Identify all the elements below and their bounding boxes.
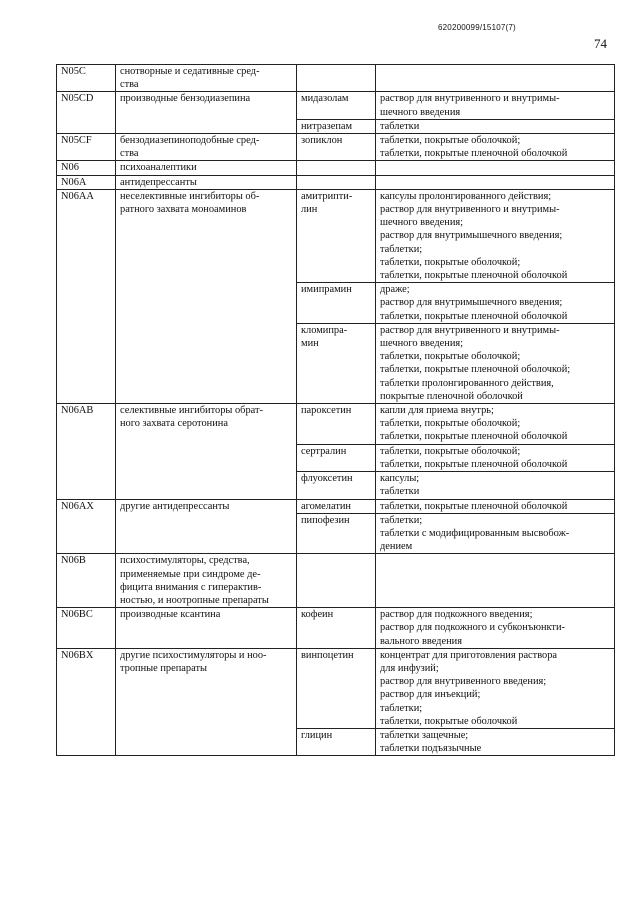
drug-name-cell xyxy=(297,608,376,649)
dosage-form-line: капли для приема внутрь; xyxy=(380,405,494,417)
dosage-form-line xyxy=(380,161,612,174)
atc-code-cell: N06BC xyxy=(57,608,116,649)
dosage-form-line: дением xyxy=(380,541,413,553)
dosage-form-line xyxy=(380,554,612,567)
drug-name-line: кломипра- xyxy=(301,324,348,336)
group-name-line: бензодиазепиноподобные сред- xyxy=(120,135,260,147)
drug-name-cell xyxy=(297,175,376,189)
table-row xyxy=(57,608,615,649)
atc-code-cell: N06AA xyxy=(57,189,116,403)
drug-name-line: винпоцетин xyxy=(301,649,354,661)
group-name-line: ностью, и ноотропные препараты xyxy=(120,594,269,606)
drug-name-line xyxy=(301,176,373,189)
drug-name-line: агомелатин xyxy=(301,500,351,512)
table-row xyxy=(57,65,615,92)
group-name-line: ного захвата серотонина xyxy=(120,418,228,430)
drug-name-cell xyxy=(297,728,376,755)
dosage-form-line: таблетки xyxy=(380,486,420,498)
drug-name-cell xyxy=(297,92,376,119)
dosage-form-line: раствор для внутривенного и внутримы- xyxy=(380,324,560,336)
dosage-form-line: раствор для подкожного и субконъюнкти- xyxy=(380,622,565,634)
drug-name-line: пароксетин xyxy=(301,405,352,417)
dosage-form-line: таблетки, покрытые пленочной оболочкой xyxy=(380,500,568,512)
group-name-cell xyxy=(116,134,297,161)
dosage-form-cell xyxy=(376,554,615,608)
dosage-form-cell xyxy=(376,499,615,513)
dosage-form-cell xyxy=(376,175,615,189)
group-name-line: ства xyxy=(120,148,139,160)
dosage-form-line: таблетки xyxy=(380,120,420,132)
dosage-form-line: таблетки, покрытые оболочкой; xyxy=(380,445,521,457)
atc-code-cell: N06A xyxy=(57,175,116,189)
drug-name-line: кофеин xyxy=(301,609,334,621)
dosage-form-line: таблетки, покрытые пленочной оболочкой xyxy=(380,148,568,160)
dosage-form-cell xyxy=(376,65,615,92)
group-name-line: ратного захвата моноаминов xyxy=(120,204,247,216)
drug-name-line xyxy=(301,65,373,78)
drug-name-cell xyxy=(297,134,376,161)
group-name-cell xyxy=(116,648,297,756)
atc-code-cell: N06AX xyxy=(57,499,116,554)
dosage-form-line: таблетки, покрытые пленочной оболочкой xyxy=(380,431,568,443)
dosage-form-line: раствор для внутримышечного введения; xyxy=(380,230,563,242)
dosage-form-line: таблетки, покрытые пленочной оболочкой xyxy=(380,310,568,322)
table-row xyxy=(57,161,615,175)
atc-code-cell: N06BX xyxy=(57,648,116,756)
dosage-form-line: концентрат для приготовления раствора xyxy=(380,649,558,661)
drug-name-line: имипрамин xyxy=(301,284,352,296)
drug-name-cell xyxy=(297,513,376,554)
dosage-form-line: раствор для внутривенного и внутримы- xyxy=(380,204,560,216)
dosage-form-line: таблетки пролонгированного действия, xyxy=(380,377,554,389)
group-name-line: психоаналептики xyxy=(120,162,197,174)
dosage-form-line: шечного введения xyxy=(380,106,461,118)
group-name-cell xyxy=(116,65,297,92)
dosage-form-line: раствор для внутривенного и внутримы- xyxy=(380,93,560,105)
dosage-form-line: раствор для внутримышечного введения; xyxy=(380,297,563,309)
atc-code-cell: N05CF xyxy=(57,134,116,161)
group-name-cell xyxy=(116,175,297,189)
dosage-form-cell xyxy=(376,92,615,119)
dosage-form-cell xyxy=(376,608,615,649)
table-row xyxy=(57,554,615,608)
dosage-form-line: вального введения xyxy=(380,635,462,647)
table-row xyxy=(57,189,615,282)
drug-name-cell xyxy=(297,554,376,608)
drug-name-cell xyxy=(297,499,376,513)
drug-name-cell xyxy=(297,404,376,445)
dosage-form-line: таблетки, покрытые пленочной оболочкой; xyxy=(380,364,571,376)
dosage-form-cell xyxy=(376,404,615,445)
group-name-line: психостимуляторы, средства, xyxy=(120,555,250,567)
group-name-line: производные бензодиазепина xyxy=(120,93,251,105)
drug-name-line: амитрипти- xyxy=(301,190,353,202)
dosage-form-cell xyxy=(376,323,615,403)
group-name-cell xyxy=(116,161,297,175)
group-name-cell xyxy=(116,189,297,403)
drug-name-cell xyxy=(297,472,376,499)
group-name-line: ства xyxy=(120,79,139,91)
group-name-cell xyxy=(116,499,297,554)
drug-name-cell xyxy=(297,161,376,175)
group-name-line: производные ксантина xyxy=(120,609,221,621)
dosage-form-line: таблетки; xyxy=(380,243,423,255)
dosage-form-line: для инфузий; xyxy=(380,662,439,674)
drug-name-line xyxy=(301,554,373,567)
drug-name-cell xyxy=(297,189,376,282)
dosage-form-line: раствор для подкожного введения; xyxy=(380,609,533,621)
drug-name-line: лин xyxy=(301,204,318,216)
dosage-form-line: таблетки, покрытые оболочкой; xyxy=(380,256,521,268)
atc-code-cell: N06 xyxy=(57,161,116,175)
table-row xyxy=(57,92,615,119)
table-body xyxy=(57,65,615,756)
table-row xyxy=(57,404,615,445)
drug-name-line: флуоксетин xyxy=(301,473,353,485)
drug-name-cell xyxy=(297,119,376,133)
dosage-form-line: таблетки подъязычные xyxy=(380,743,482,755)
dosage-form-line: таблетки, покрытые пленочной оболочкой xyxy=(380,270,568,282)
drug-name-cell xyxy=(297,323,376,403)
table-row xyxy=(57,648,615,728)
group-name-line: антидепрессанты xyxy=(120,176,197,188)
table-row xyxy=(57,499,615,513)
group-name-line: фицита внимания с гиперактив- xyxy=(120,581,262,593)
dosage-form-line: покрытые пленочной оболочкой xyxy=(380,390,523,402)
group-name-line: другие антидепрессанты xyxy=(120,500,230,512)
dosage-form-cell xyxy=(376,189,615,282)
dosage-form-cell xyxy=(376,134,615,161)
drug-name-line: сертралин xyxy=(301,445,347,457)
dosage-form-cell xyxy=(376,472,615,499)
dosage-form-cell xyxy=(376,161,615,175)
dosage-form-line: таблетки, покрытые пленочной оболочкой xyxy=(380,458,568,470)
drug-name-line: нитразепам xyxy=(301,120,353,132)
drug-name-cell xyxy=(297,648,376,728)
dosage-form-cell xyxy=(376,513,615,554)
drug-name-line: зопиклон xyxy=(301,135,343,147)
dosage-form-line: шечного введения; xyxy=(380,338,464,350)
group-name-cell xyxy=(116,404,297,499)
group-name-line: применяемые при синдроме де- xyxy=(120,568,261,580)
document-id: 620200099/15107(7) xyxy=(438,23,516,32)
group-name-line: другие психостимуляторы и ноо- xyxy=(120,649,267,661)
dosage-form-cell xyxy=(376,444,615,471)
atc-code-cell: N06B xyxy=(57,554,116,608)
dosage-form-line xyxy=(380,176,612,189)
dosage-form-line: таблетки защечные; xyxy=(380,729,469,741)
drug-name-cell xyxy=(297,65,376,92)
page-number: 74 xyxy=(594,36,607,51)
medicines-table xyxy=(56,64,615,756)
atc-code-cell: N06AB xyxy=(57,404,116,499)
group-name-line: снотворные и седативные сред- xyxy=(120,66,260,77)
group-name-line: тропные препараты xyxy=(120,662,207,674)
drug-name-line: пипофезин xyxy=(301,514,350,526)
dosage-form-line xyxy=(380,65,612,78)
dosage-form-line: капсулы пролонгированного действия; xyxy=(380,190,552,202)
dosage-form-line: раствор для инъекций; xyxy=(380,689,481,701)
atc-code-cell: N05CD xyxy=(57,92,116,134)
dosage-form-line: таблетки, покрытые оболочкой; xyxy=(380,135,521,147)
group-name-line: неселективные ингибиторы об- xyxy=(120,190,260,202)
drug-name-line: мин xyxy=(301,338,319,350)
drug-name-line xyxy=(301,161,373,174)
group-name-cell xyxy=(116,608,297,649)
dosage-form-cell xyxy=(376,119,615,133)
dosage-form-cell xyxy=(376,648,615,728)
dosage-form-cell xyxy=(376,283,615,324)
dosage-form-line: таблетки, покрытые оболочкой xyxy=(380,715,518,727)
dosage-form-line: раствор для внутривенного введения; xyxy=(380,676,547,688)
drug-name-line: мидазолам xyxy=(301,93,349,105)
group-name-line: селективные ингибиторы обрат- xyxy=(120,405,264,417)
dosage-form-line: таблетки; xyxy=(380,514,423,526)
dosage-form-line: капсулы; xyxy=(380,473,420,485)
drug-name-line: глицин xyxy=(301,729,333,741)
table-row xyxy=(57,134,615,161)
group-name-cell xyxy=(116,554,297,608)
drug-name-cell xyxy=(297,283,376,324)
atc-code-cell: N05C xyxy=(57,65,116,92)
dosage-form-cell xyxy=(376,728,615,755)
dosage-form-line: драже; xyxy=(380,284,410,296)
dosage-form-line: таблетки с модифицированным высвобож- xyxy=(380,527,570,539)
drug-name-cell xyxy=(297,444,376,471)
dosage-form-line: шечного введения; xyxy=(380,217,464,229)
dosage-form-line: таблетки, покрытые оболочкой; xyxy=(380,418,521,430)
group-name-cell xyxy=(116,92,297,134)
dosage-form-line: таблетки, покрытые оболочкой; xyxy=(380,351,521,363)
dosage-form-line: таблетки; xyxy=(380,702,423,714)
table-row xyxy=(57,175,615,189)
